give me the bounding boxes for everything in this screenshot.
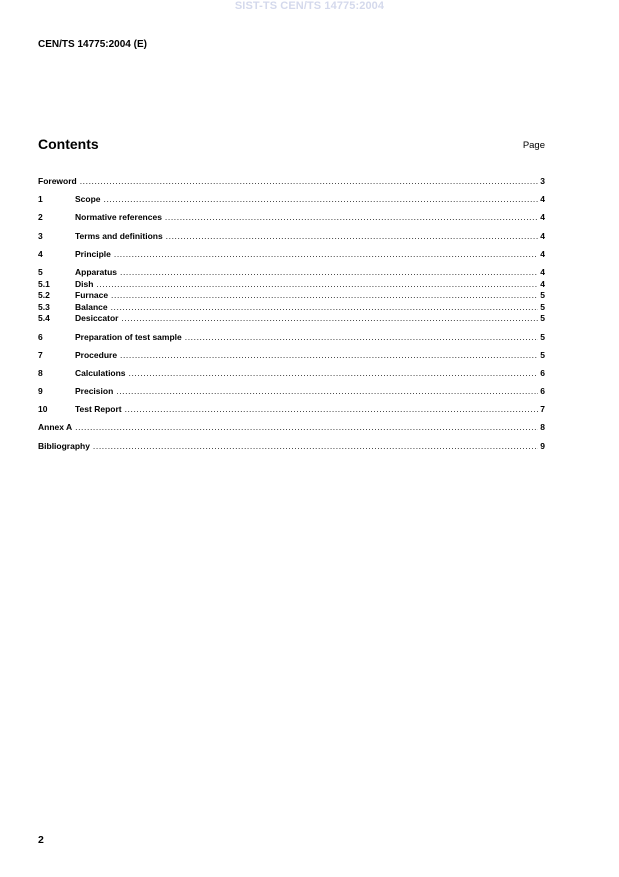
toc-entry-page: 5: [540, 301, 545, 312]
toc-entry-title: Principle .....: [75, 249, 538, 259]
toc-entry-page: 4: [540, 266, 545, 277]
toc-entry-page: 6: [540, 367, 545, 378]
toc-entry-title: Normative references .....: [75, 212, 538, 222]
toc-entry-number: 1: [38, 194, 43, 205]
toc-entry-number: 2: [38, 212, 43, 223]
toc-entry-page: 5: [540, 331, 545, 342]
toc-entry-procedure[interactable]: [38, 350, 545, 360]
toc-entry-number: 3: [38, 230, 43, 241]
toc-entry-page: 4: [540, 248, 545, 259]
toc-entry-number: 5: [38, 266, 43, 277]
toc-entry-balance[interactable]: [38, 302, 545, 312]
table-of-contents: [38, 176, 545, 451]
toc-entry-title: Scope .....: [75, 194, 538, 204]
toc-entry-page: 4: [540, 212, 545, 223]
toc-entry-dish[interactable]: [38, 279, 545, 289]
toc-entry-preparation-of-test-sample[interactable]: [38, 332, 545, 342]
toc-entry-number: 5.4: [38, 313, 50, 324]
toc-entry-foreword[interactable]: [38, 176, 545, 186]
toc-entry-number: 5.3: [38, 301, 50, 312]
toc-entry-number: 8: [38, 367, 43, 378]
toc-entry-title: Apparatus .....: [75, 267, 538, 277]
toc-entry-test-report[interactable]: [38, 404, 545, 414]
page-number: 2: [38, 834, 44, 846]
toc-entry-number: 5.1: [38, 278, 50, 289]
toc-entry-bibliography[interactable]: [38, 441, 545, 451]
toc-entry-title: Foreword .....: [38, 176, 538, 186]
toc-entry-scope[interactable]: [38, 194, 545, 204]
toc-entry-title: Test Report .....: [75, 404, 538, 414]
toc-entry-title: Annex A .....: [38, 422, 538, 432]
toc-entry-title: Procedure .....: [75, 350, 538, 360]
toc-entry-number: 7: [38, 349, 43, 360]
toc-entry-title: Calculations .....: [75, 368, 538, 378]
toc-entry-number: 5.2: [38, 290, 50, 301]
toc-entry-principle[interactable]: [38, 249, 545, 259]
toc-entry-title: Bibliography .....: [38, 441, 538, 451]
toc-entry-page: 5: [540, 349, 545, 360]
toc-entry-number: 6: [38, 331, 43, 342]
contents-heading: Contents: [38, 136, 99, 152]
watermark-text: SIST-TS CEN/TS 14775:2004: [234, 0, 385, 12]
toc-entry-precision[interactable]: [38, 386, 545, 396]
toc-entry-number: 4: [38, 248, 43, 259]
toc-entry-page: 6: [540, 386, 545, 397]
toc-entry-page: 9: [540, 440, 545, 451]
toc-entry-normative-references[interactable]: [38, 212, 545, 222]
toc-entry-page: 3: [540, 176, 545, 186]
toc-entry-title: Desiccator .....: [75, 313, 538, 323]
toc-entry-desiccator[interactable]: [38, 313, 545, 323]
toc-entry-title: Furnace .....: [75, 290, 538, 300]
document-id: CEN/TS 14775:2004 (E): [38, 39, 147, 50]
toc-entry-number: 10: [38, 404, 48, 415]
toc-entry-page: 4: [540, 230, 545, 241]
toc-entry-page: 4: [540, 278, 545, 289]
toc-entry-title: Precision .....: [75, 386, 538, 396]
toc-entry-page: 5: [540, 290, 545, 301]
toc-entry-title: Preparation of test sample .....: [75, 332, 538, 342]
toc-entry-terms-and-definitions[interactable]: [38, 231, 545, 241]
page-column-label: Page: [522, 140, 545, 151]
toc-entry-apparatus[interactable]: [38, 267, 545, 277]
toc-entry-page: 7: [540, 404, 545, 415]
toc-entry-page: 5: [540, 313, 545, 324]
toc-entry-page: 4: [540, 194, 545, 205]
toc-entry-furnace[interactable]: [38, 290, 545, 300]
toc-entry-page: 8: [540, 422, 545, 433]
toc-entry-title: Terms and definitions .....: [75, 231, 538, 241]
toc-entry-number: 9: [38, 386, 43, 397]
toc-entry-calculations[interactable]: [38, 368, 545, 378]
toc-entry-annex-a[interactable]: [38, 422, 545, 432]
toc-entry-title: Balance .....: [75, 302, 538, 312]
toc-entry-title: Dish .....: [75, 279, 538, 289]
